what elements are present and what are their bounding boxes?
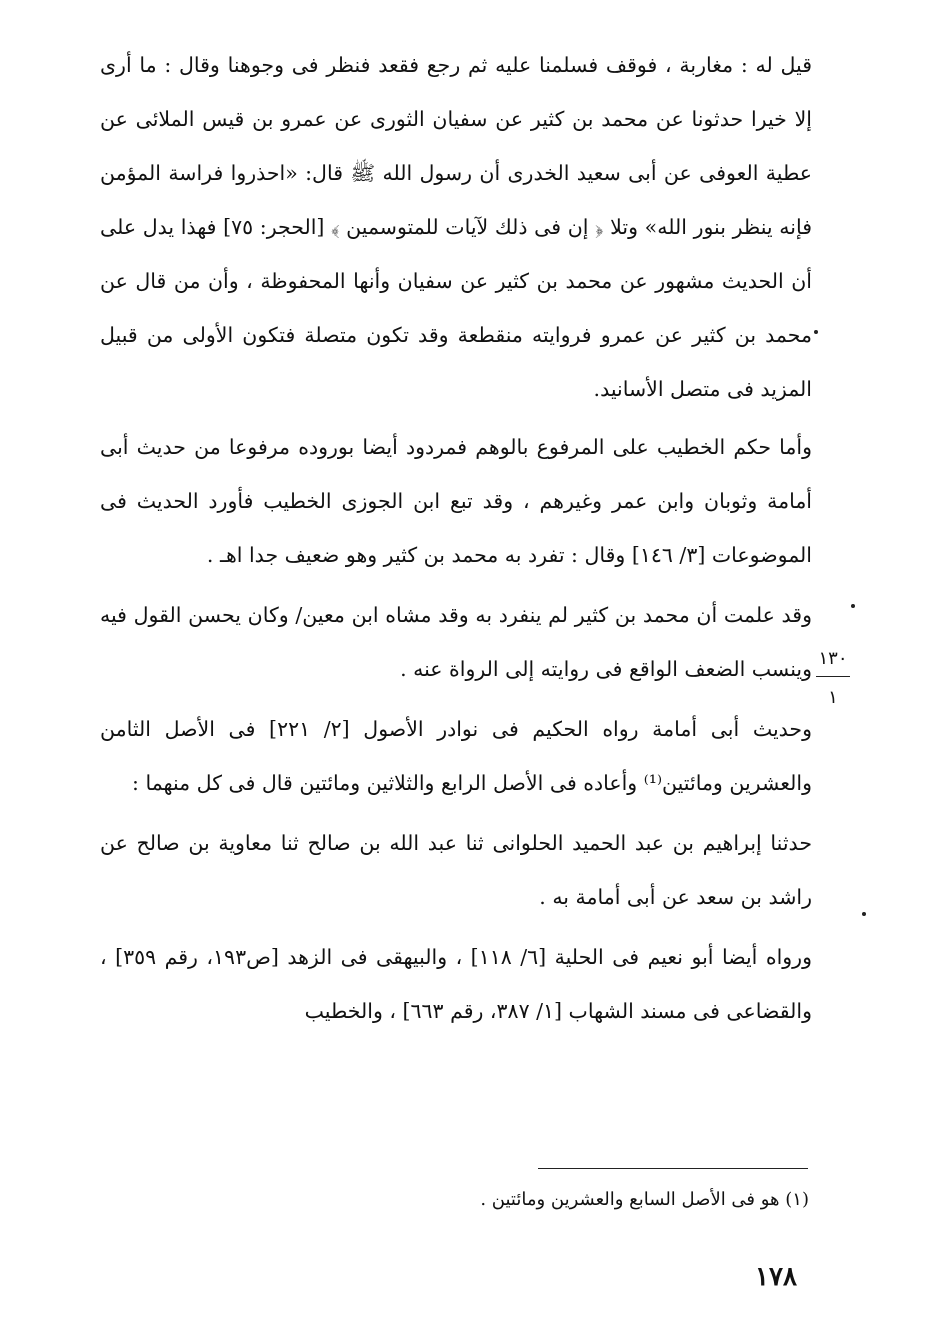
scan-speck	[851, 604, 855, 608]
scan-speck	[814, 330, 818, 334]
manuscript-folio-marker	[813, 648, 853, 709]
paragraph-isnad: حدثنا إبراهيم بن عبد الحميد الحلوانى ثنا عبد الله بن صالح ثنا معاوية بن صالح عن راشد بن سعد عن أبى أمامة به .	[100, 831, 812, 909]
paragraph-abu-umama: وحديث أبى أمامة رواه الحكيم فى نوادر الأصول [٢/ ٢٢١] فى الأصل الثامن والعشرين ومائتين⁽¹⁾ وأعاده فى الأصل الرابع والثلاثين ومائتين قال فى كل منهما :	[100, 717, 812, 795]
paragraph-hadith-narration: قيل له : مغاربة ، فوقف فسلمنا عليه ثم رجع فقعد فنظر فى وجوهنا وقال : ما أرى إلا خيرا حدثونا عن محمد بن كثير عن سفيان الثورى عن عمرو بن قيس الملائى عن عطية العوفى عن أبى سعيد الخدرى أن رسول الله ﷺ قال: «احذروا فراسة المؤمن فإنه ينظر بنور الله» وتلا ﴿ إن فى ذلك لآيات للمتوسمين ﴾ [الحجر: ٧٥] فهذا يدل على أن الحديث مشهور عن محمد بن كثير عن سفيان وأنها المحفوظة ، وأن من قال عن محمد بن كثير عن عمرو فروايته منقطعة وقد تكون متصلة فتكون الأولى من قبيل المزيد فى متصل الأسانيد.	[100, 53, 813, 401]
paragraph-ibn-kathir: وقد علمت أن محمد بن كثير لم ينفرد به وقد مشاه ابن معين/ وكان يحسن القول فيه وينسب الضعف الواقع فى روايته إلى الرواة عنه .	[100, 603, 812, 681]
paragraph-other-narrations: ورواه أيضا أبو نعيم فى الحلية [٦/ ١١٨] ، والبيهقى فى الزهد [ص١٩٣، رقم ٣٥٩] ، والقضاعى فى مسند الشهاب [١/ ٣٨٧، رقم ٦٦٣] ، والخطيب	[100, 945, 812, 1023]
folio-side: ١	[828, 687, 838, 708]
main-text	[100, 38, 812, 1044]
paragraph-khatib-ruling: وأما حكم الخطيب على المرفوع بالوهم فمردود أيضا بوروده مرفوعا من حديث أبى أمامة وثوبان وابن عمر وغيرهم ، وقد تبع ابن الجوزى الخطيب فأورد الحديث فى الموضوعات [٣/ ١٤٦] وقال : تفرد به محمد بن كثير وهو ضعيف جدا اهـ .	[100, 435, 812, 567]
folio-number: ١٣٠	[818, 648, 848, 669]
footnote: (١) هو فى الأصل السابع والعشرين ومائتين .	[480, 1189, 809, 1210]
folio-divider	[816, 676, 850, 677]
footnote-separator	[538, 1168, 808, 1169]
scan-speck	[862, 912, 866, 916]
page-number: ١٧٨	[755, 1262, 797, 1292]
